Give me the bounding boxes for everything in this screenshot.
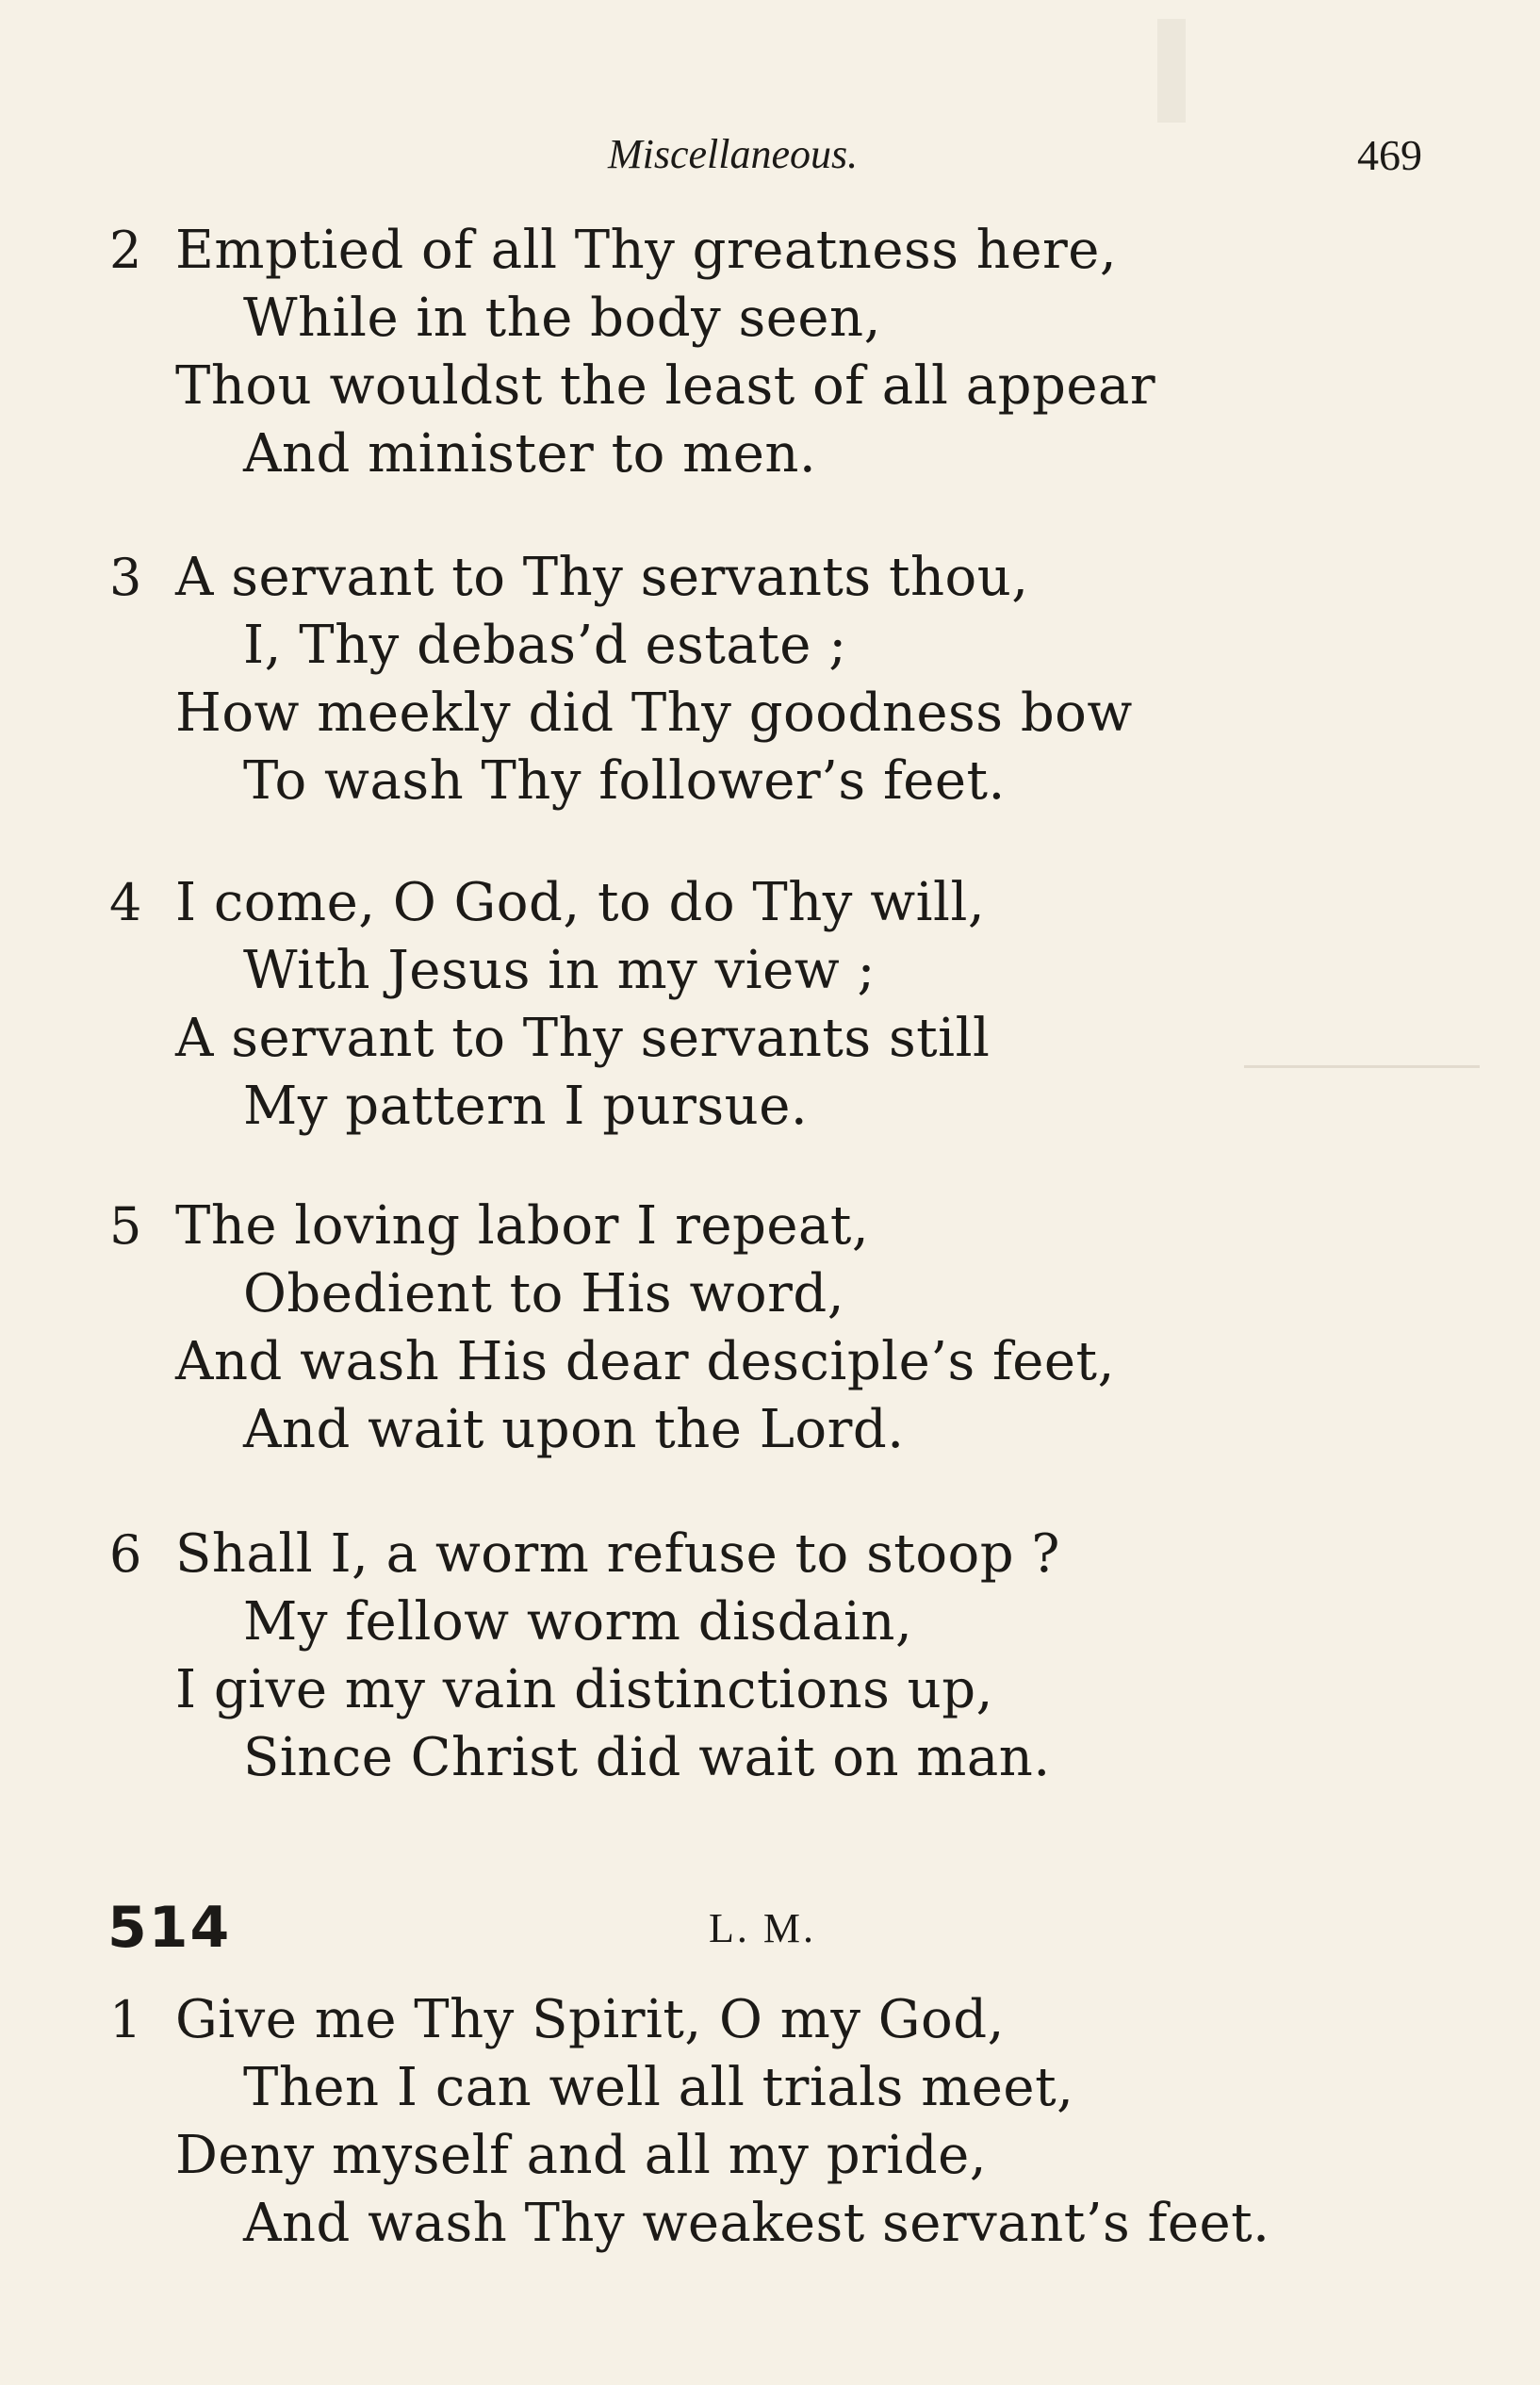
verse-line: With Jesus in my view ; bbox=[243, 940, 876, 1001]
verse-line: Since Christ did wait on man. bbox=[243, 1727, 1051, 1788]
verse-line: I give my vain distinctions up, bbox=[175, 1659, 993, 1720]
verse-line: My fellow worm disdain, bbox=[243, 1591, 913, 1653]
running-head bbox=[0, 130, 1540, 187]
verse-line: Obedient to His word, bbox=[243, 1263, 845, 1324]
stanza-number: 4 bbox=[109, 873, 142, 932]
verse-line: I, Thy debas’d estate ; bbox=[243, 615, 847, 676]
stanza-number: 3 bbox=[109, 548, 142, 607]
verse-line: Shall I, a worm refuse to stoop ? bbox=[175, 1523, 1060, 1585]
verse-line: A servant to Thy servants thou, bbox=[175, 547, 1029, 608]
verse-line: To wash Thy follower’s feet. bbox=[243, 750, 1006, 812]
verse-line: How meekly did Thy goodness bow bbox=[175, 683, 1133, 744]
stanza-number: 5 bbox=[109, 1196, 142, 1256]
running-title: Miscellaneous. bbox=[608, 131, 859, 177]
stanza-number: 1 bbox=[109, 1990, 142, 2049]
verse-line: The loving labor I repeat, bbox=[175, 1195, 870, 1257]
hymn-header bbox=[0, 1895, 1540, 1970]
verse-line: Emptied of all Thy greatness here, bbox=[175, 220, 1118, 281]
hymn-meter: L. M. bbox=[709, 1905, 816, 1951]
verse-line: And wash His dear desciple’s feet, bbox=[175, 1331, 1115, 1392]
verse-line: Deny myself and all my pride, bbox=[175, 2125, 988, 2186]
stanza-number: 6 bbox=[109, 1524, 142, 1584]
verse-line: Thou wouldst the least of all appear bbox=[175, 355, 1156, 417]
verse-line: While in the body seen, bbox=[243, 288, 881, 349]
verse-line: I come, O God, to do Thy will, bbox=[175, 872, 986, 933]
verse-line: And minister to men. bbox=[243, 423, 817, 485]
verse-line: Then I can well all trials meet, bbox=[243, 2057, 1074, 2118]
page-number: 469 bbox=[1357, 131, 1422, 179]
verse-line: A servant to Thy servants still bbox=[175, 1008, 991, 1069]
stanza-number: 2 bbox=[109, 221, 142, 280]
verse-line: And wait upon the Lord. bbox=[243, 1399, 905, 1460]
verse-line: And wash Thy weakest servant’s feet. bbox=[243, 2193, 1270, 2254]
verse-line: Give me Thy Spirit, O my God, bbox=[175, 1989, 1005, 2050]
verse-line: My pattern I pursue. bbox=[243, 1076, 809, 1137]
hymn-number: 514 bbox=[107, 1895, 232, 1961]
